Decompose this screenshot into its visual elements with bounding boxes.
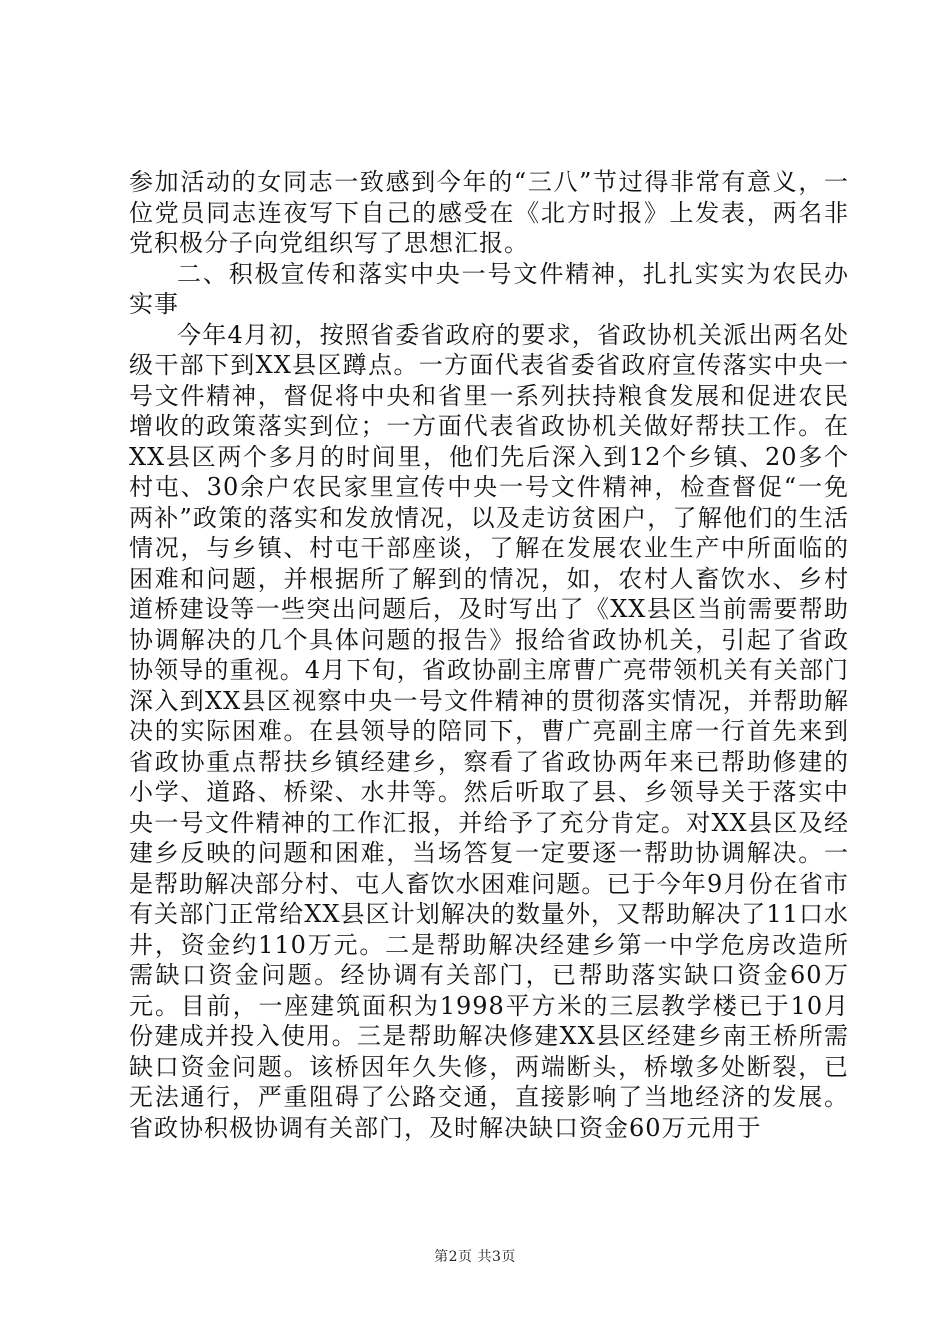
section-heading: 二、积极宣传和落实中央一号文件精神，扎扎实实为农民办实事 — [129, 259, 849, 318]
paragraph-continuation: 参加活动的女同志一致感到今年的“三八”节过得非常有意义，一位党员同志连夜写下自己的感受在《北方时报》上发表，两名非党积极分子向党组织写了思想汇报。 — [129, 168, 849, 257]
paragraph-body: 今年4月初，按照省委省政府的要求，省政协机关派出两名处级干部下到XX县区蹲点。一方面代表省委省政府宣传落实中央一号文件精神，督促将中央和省里一系列扶持粮食发展和促进农民增收的政策落实到位；一方面代表省政协机关做好帮扶工作。在XX县区两个多月的时间里，他们先后深入到12个乡镇、20多个村屯、30余户农民家里宣传中央一号文件精神，检查督促“一免两补”政策的落实和发放情况，以及走访贫困户，了解他们的生活情况，与乡镇、村屯干部座谈，了解在发展农业生产中所面临的困难和问题，并根据所了解到的情况，如，农村人畜饮水、乡村道桥建设等一些突出问题后，及时写出了《XX县区当前需要帮助协调解决的几个具体问题的报告》报给省政协机关，引起了省政协领导的重视。4月下旬，省政协副主席曹广亮带领机关有关部门深入到XX县区视察中央一号文件精神的贯彻落实情况，并帮助解决的实际困难。在县领导的陪同下，曹广亮副主席一行首先来到省政协重点帮扶乡镇经建乡，察看了省政协两年来已帮助修建的小学、道路、桥梁、水井等。然后听取了县、乡领导关于落实中央一号文件精神的工作汇报，并给予了充分肯定。对XX县区及经建乡反映的问题和困难，当场答复一定要逐一帮助协调解决。一是帮助解决部分村、屯人畜饮水困难问题。已于今年9月份在省市有关部门正常给XX县区计划解决的数量外，又帮助解决了11口水井，资金约110万元。二是帮助解决经建乡第一中学危房改造所需缺口资金问题。经协调有关部门，已帮助落实缺口资金60万元。目前，一座建筑面积为1998平方米的三层教学楼已于10月份建成并投入使用。三是帮助解决修建XX县区经建乡南王桥所需缺口资金问题。该桥因年久失修，两端断头，桥墩多处断裂，已无法通行，严重阻碍了公路交通，直接影响了当地经济的发展。省政协积极协调有关部门，及时解决缺口资金60万元用于 — [129, 320, 849, 1142]
page-footer: 第2页 共3页 — [434, 1249, 516, 1265]
document-body — [129, 167, 849, 1143]
